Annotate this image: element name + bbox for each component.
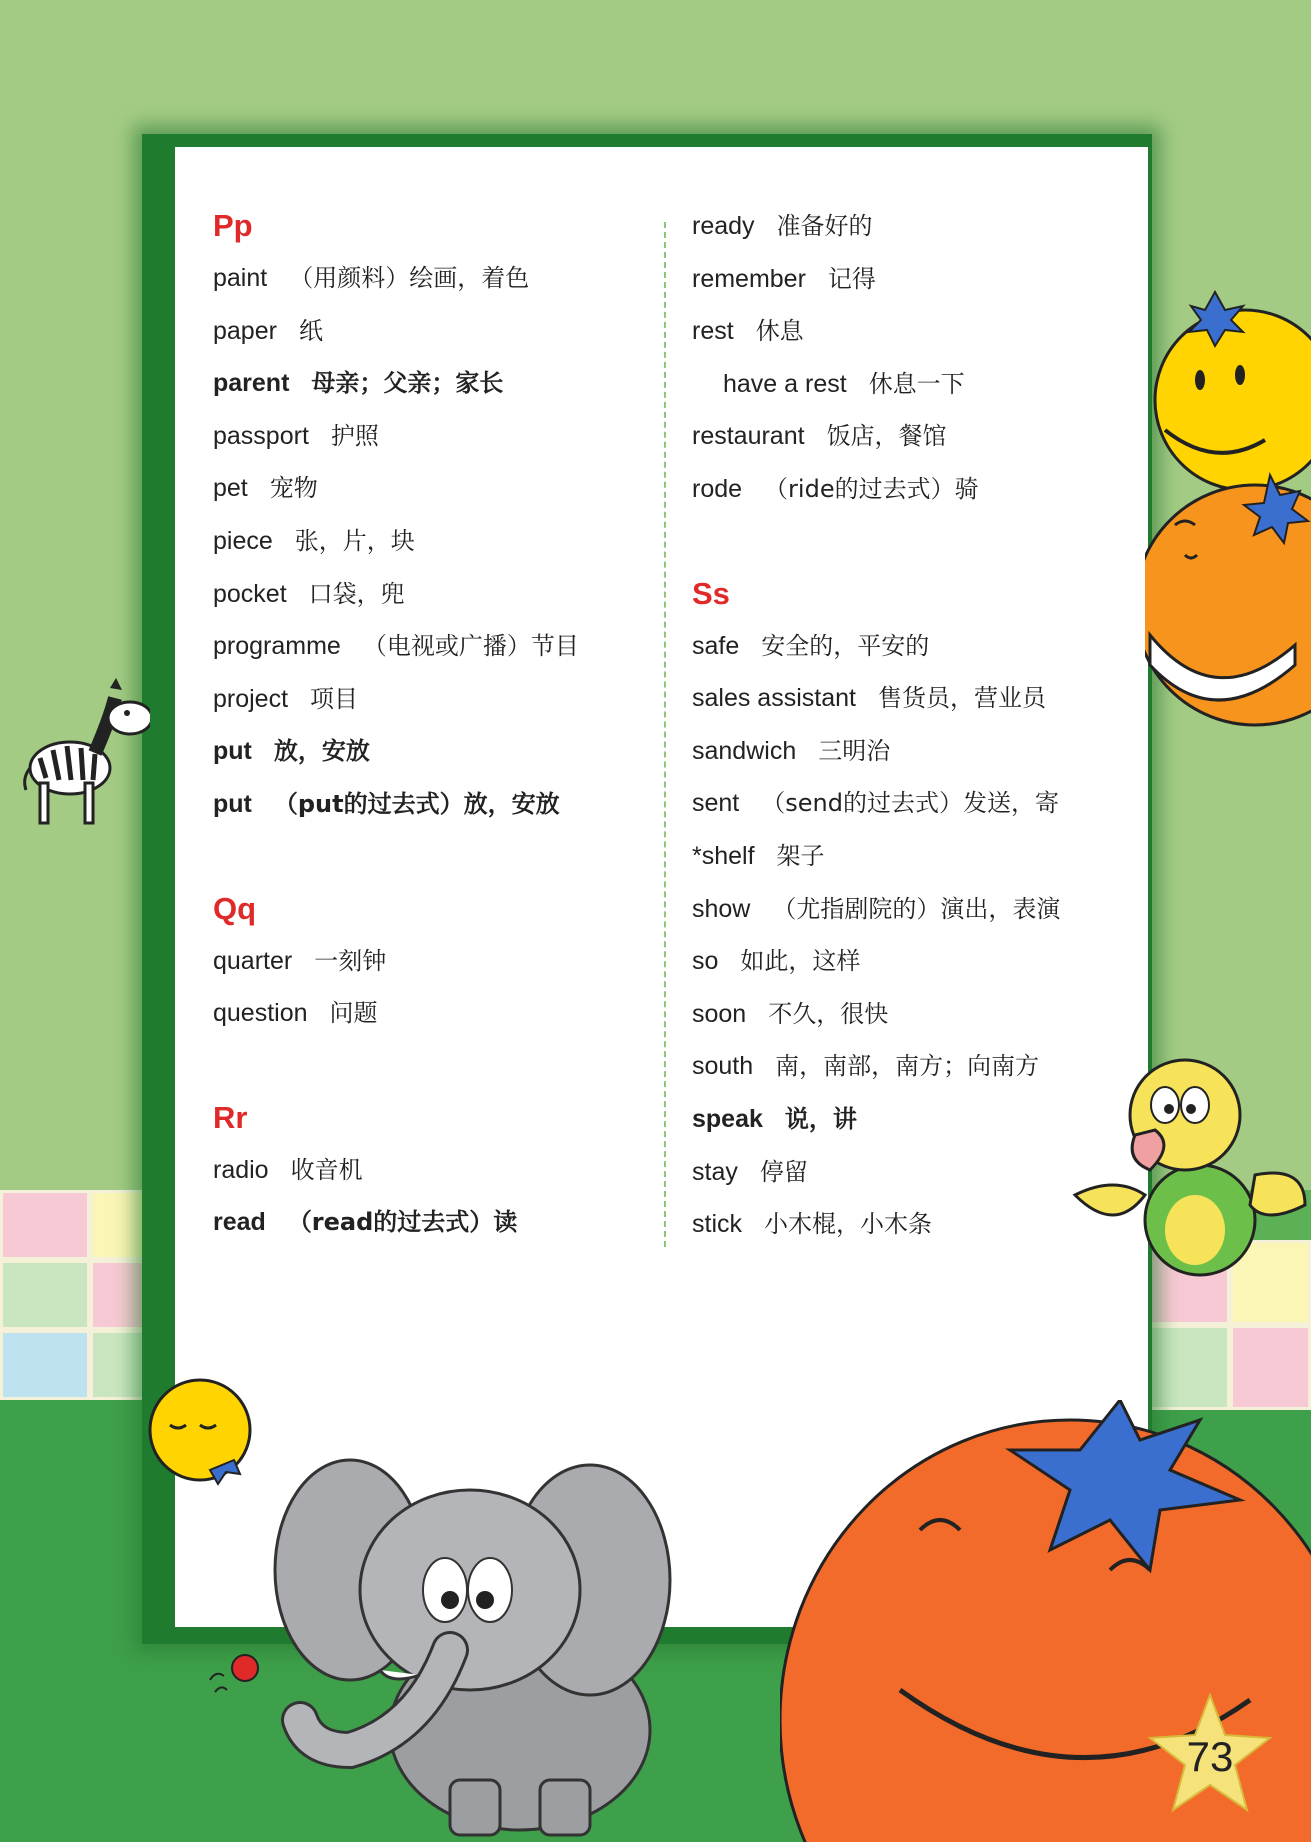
entry-word: pet [213,474,248,503]
glossary-entry [213,515,663,568]
entry-meaning: （read的过去式）读 [287,1208,518,1237]
entry-meaning: 口袋，兜 [308,579,405,608]
glossary-entry [213,568,663,621]
entry-word: quarter [213,946,293,975]
entry-meaning: 问题 [329,999,378,1028]
entry-meaning: 架子 [776,841,825,870]
entry-word: passport [213,421,309,450]
entry-word: have a rest [723,369,847,398]
entry-word: speak [692,1104,763,1133]
zebra-illustration [15,668,150,828]
orange-face-illustration [1145,465,1311,735]
entry-meaning: 护照 [330,421,379,450]
entry-meaning: 小木棍，小木条 [764,1210,932,1239]
entry-word: soon [692,999,747,1028]
entry-meaning: （尤指剧院的）演出，表演 [772,894,1061,923]
elephant-illustration [270,1450,700,1842]
letter-heading: Rr [213,1099,248,1135]
entry-word: show [692,894,751,923]
letter-heading: Pp [213,208,253,243]
glossary-entry [213,778,663,831]
entry-word: rest [692,317,734,346]
parrot-illustration [1065,1035,1311,1285]
entry-meaning: 张，片，块 [294,526,415,555]
entry-meaning: （ride的过去式）骑 [764,474,979,503]
glossary-entry [692,935,1162,988]
entry-meaning: 如此，这样 [740,947,861,976]
entry-word: stick [692,1210,742,1239]
sun-face-illustration [1145,290,1311,490]
entry-meaning: 饭店，餐馆 [826,422,947,451]
entry-meaning: 休息 [755,317,804,346]
glossary-entry [692,777,1162,830]
entry-word: question [213,999,308,1028]
glossary-entry [692,883,1162,936]
glossary-entry [213,305,663,358]
entry-meaning: 纸 [298,316,323,345]
entry-meaning: 休息一下 [868,369,965,398]
entry-word: so [692,947,719,976]
left-column [213,200,663,1249]
entry-word: safe [692,631,740,660]
entry-meaning: 南，南部，南方；向南方 [775,1052,1040,1081]
glossary-entry [213,987,663,1040]
entry-word: parent [213,369,290,398]
entry-meaning: 三明治 [818,736,891,765]
glossary-entry [213,462,663,515]
entry-meaning: 不久，很快 [768,999,889,1028]
entry-meaning: （电视或广播）节目 [362,632,579,661]
entry-meaning: 记得 [827,264,876,293]
glossary-entry [692,988,1162,1041]
entry-word: paint [213,264,268,292]
entry-word: project [213,684,289,713]
chick-illustration [140,1370,265,1495]
entry-meaning: 收音机 [290,1155,363,1184]
glossary-entry [692,410,1162,463]
glossary-entry [692,463,1162,516]
glossary-entry [692,830,1162,883]
entry-meaning: 宠物 [269,474,318,503]
glossary-entry [213,1144,663,1197]
entry-meaning: 说，讲 [784,1104,857,1133]
entry-word: remember [692,264,806,293]
entry-word: sandwich [692,736,797,765]
glossary-entry [213,357,663,410]
page-number: 73 [1186,1733,1234,1780]
glossary-entry [213,935,663,988]
glossary-entry [692,725,1162,778]
entry-word: stay [692,1157,738,1186]
glossary-entry [692,305,1162,358]
entry-meaning: 安全的，平安的 [761,631,930,660]
entry-word: sent [692,789,740,818]
entry-meaning: （put的过去式）放，安放 [273,789,560,818]
entry-word: pocket [213,579,287,608]
glossary-entry [213,673,663,726]
glossary-entry [213,620,663,673]
entry-word: sales assistant [692,684,856,713]
glossary-entry [692,253,1162,306]
entry-meaning: 放，安放 [273,737,370,766]
entry-meaning: 项目 [310,684,359,713]
glossary-entry [213,252,663,305]
entry-word: ready [692,212,755,240]
section-gap [692,516,1162,568]
entry-word: put [213,737,252,766]
entry-meaning: （用颜料）绘画，着色 [289,264,530,292]
column-divider [664,222,666,1247]
entry-word: piece [213,526,273,555]
entry-word: programme [213,632,341,661]
glossary-entry [692,200,1162,253]
entry-word: put [213,789,252,818]
glossary-entry [213,725,663,778]
entry-meaning: 准备好的 [776,212,873,240]
glossary-entry [692,358,1162,411]
glossary-entry [213,410,663,463]
section-gap [213,831,663,883]
ball-illustration [205,1650,265,1700]
entry-meaning: 母亲；父亲；家长 [311,369,504,398]
entry-word: paper [213,316,277,345]
section-gap [213,1040,663,1092]
entry-meaning: 售货员，营业员 [877,684,1046,713]
entry-word: *shelf [692,841,755,870]
entry-word: radio [213,1155,269,1184]
entry-word: south [692,1052,754,1081]
glossary-entry [692,672,1162,725]
entry-meaning: 一刻钟 [314,946,387,975]
letter-heading: Qq [213,890,257,926]
entry-word: read [213,1208,266,1237]
glossary-entry [213,1196,663,1249]
glossary-entry [692,620,1162,673]
entry-word: rode [692,474,743,503]
entry-meaning: 停留 [759,1157,808,1186]
entry-meaning: （send的过去式）发送，寄 [761,789,1059,818]
entry-word: restaurant [692,422,805,451]
letter-heading: Ss [692,575,730,611]
